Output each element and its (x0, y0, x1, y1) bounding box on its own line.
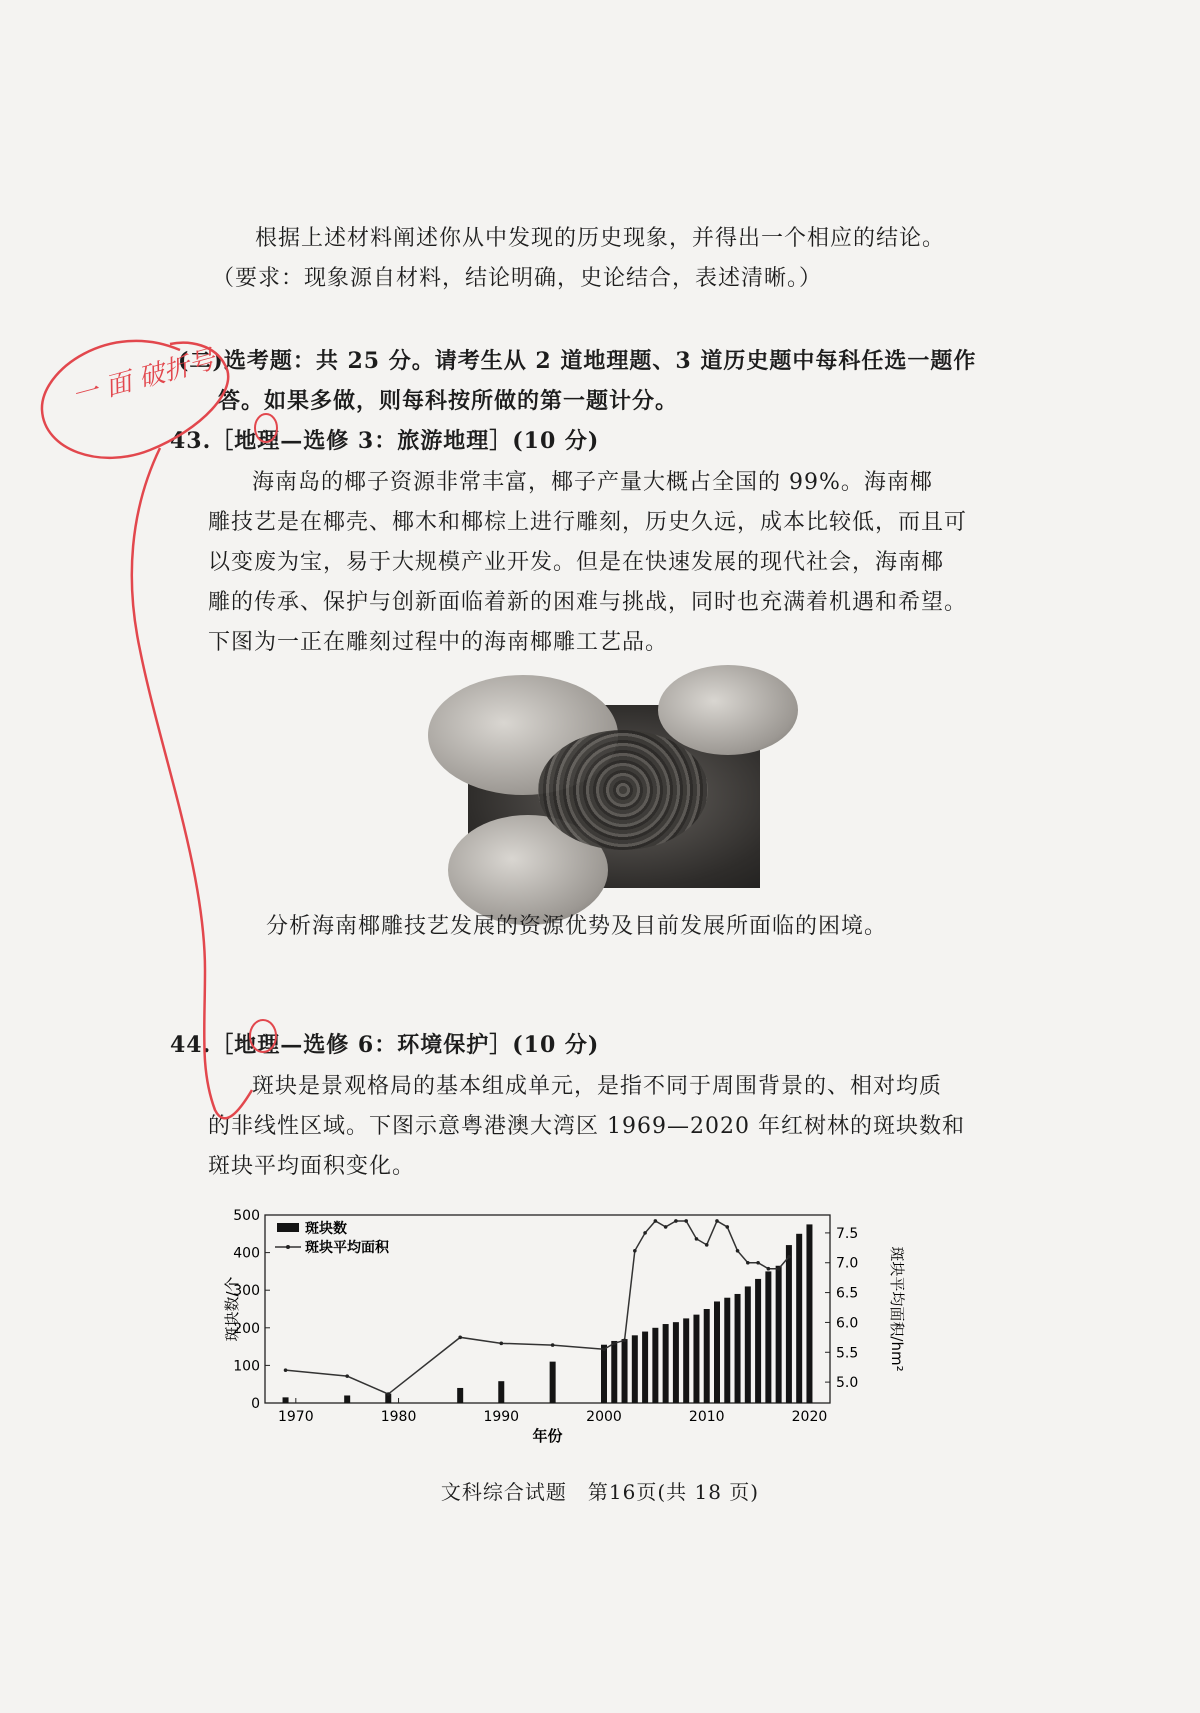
y-tick-label: 200 (233, 1320, 260, 1337)
legend-bar-label: 斑块数 (305, 1221, 347, 1237)
x-axis-label: 年份 (532, 1427, 563, 1445)
question-44-heading: 44.［地理—选修 6：环境保护］(10 分) (170, 1032, 600, 1058)
x-tick-label: 2020 (791, 1409, 828, 1425)
y-tick-label: 100 (233, 1358, 260, 1375)
bar-patch-count (745, 1286, 751, 1403)
bar-patch-count (806, 1224, 812, 1403)
y-tick-label: 500 (233, 1208, 260, 1224)
bar-patch-count (652, 1328, 658, 1403)
legend-line-marker (286, 1245, 290, 1249)
bar-patch-count (611, 1341, 617, 1403)
y2-tick-label: 5.0 (836, 1375, 859, 1392)
point-mean-patch-area (654, 1219, 658, 1223)
point-mean-patch-area (756, 1261, 760, 1265)
point-mean-patch-area (284, 1368, 288, 1372)
y-tick-label: 300 (233, 1283, 260, 1300)
x-tick-label: 1990 (483, 1409, 520, 1425)
y2-tick-label: 5.5 (836, 1345, 859, 1362)
intro-line-2: （要求：现象源自材料，结论明确，史论结合，表述清晰。） (212, 266, 823, 291)
point-mean-patch-area (499, 1342, 503, 1346)
q43-paragraph-line-3: 以变废为宝，易于大规模产业开发。但是在快速发展的现代社会，海南椰 (208, 550, 945, 575)
point-mean-patch-area (664, 1225, 668, 1229)
legend-bar-swatch (277, 1223, 299, 1232)
bar-patch-count (663, 1324, 669, 1403)
y-axis-label: 斑块数/个 (223, 1276, 241, 1342)
bar-patch-count (683, 1318, 689, 1403)
mangrove-patch-chart (225, 1203, 985, 1463)
bar-patch-count (786, 1245, 792, 1403)
y2-axis-label: 斑块平均面积/hm² (888, 1246, 906, 1372)
point-mean-patch-area (602, 1347, 606, 1351)
q44-paragraph-line-1: 斑块是景观格局的基本组成单元，是指不同于周围背景的、相对均质 (252, 1074, 943, 1099)
q44-paragraph-line-3: 斑块平均面积变化。 (208, 1154, 416, 1179)
bar-patch-count (724, 1298, 730, 1403)
bar-patch-count (457, 1388, 463, 1403)
y-tick-label: 400 (233, 1245, 260, 1262)
x-tick-label: 1980 (380, 1409, 417, 1425)
y2-tick-label: 6.5 (836, 1285, 859, 1302)
point-mean-patch-area (777, 1267, 781, 1271)
q43-paragraph-line-2: 雕技艺是在椰壳、椰木和椰棕上进行雕刻，历史久远，成本比较低，而且可 (208, 510, 968, 535)
point-mean-patch-area (684, 1219, 688, 1223)
q43-paragraph-line-4: 雕的传承、保护与创新面临着新的困难与挑战，同时也充满着机遇和希望。 (208, 590, 968, 615)
x-tick-label: 2000 (586, 1409, 622, 1425)
point-mean-patch-area (612, 1342, 616, 1346)
coconut-carving-photo (468, 705, 760, 888)
bar-patch-count (550, 1362, 556, 1403)
point-mean-patch-area (725, 1225, 729, 1229)
y2-tick-label: 7.5 (836, 1225, 859, 1242)
point-mean-patch-area (386, 1392, 390, 1396)
q43-paragraph-line-1: 海南岛的椰子资源非常丰富，椰子产量大概占全国的 99%。海南椰 (252, 470, 933, 495)
point-mean-patch-area (633, 1249, 637, 1253)
point-mean-patch-area (736, 1249, 740, 1253)
point-mean-patch-area (705, 1243, 709, 1247)
q43-paragraph-line-5: 下图为一正在雕刻过程中的海南椰雕工艺品。 (208, 630, 669, 655)
bar-patch-count (601, 1345, 607, 1403)
point-mean-patch-area (643, 1231, 647, 1235)
y-tick-label: 0 (251, 1396, 260, 1412)
bar-patch-count (344, 1395, 350, 1403)
bar-patch-count (622, 1339, 628, 1403)
bar-patch-count (776, 1266, 782, 1403)
point-mean-patch-area (715, 1219, 719, 1223)
point-mean-patch-area (551, 1343, 555, 1347)
y2-tick-label: 7.0 (836, 1255, 859, 1272)
section-instructions-line-1: (二)选考题：共 25 分。请考生从 2 道地理题、3 道历史题中每科任选一题作 (178, 348, 977, 374)
bar-patch-count (632, 1335, 638, 1403)
point-mean-patch-area (767, 1267, 771, 1271)
point-mean-patch-area (746, 1261, 750, 1265)
legend-line-label: 斑块平均面积 (305, 1240, 389, 1256)
bar-patch-count (283, 1397, 289, 1403)
question-43-heading: 43.［地理—选修 3：旅游地理］(10 分) (170, 428, 600, 454)
bar-patch-count (765, 1271, 771, 1403)
bar-patch-count (498, 1381, 504, 1403)
point-mean-patch-area (623, 1339, 627, 1343)
x-tick-label: 1970 (277, 1409, 314, 1425)
bar-patch-count (642, 1332, 648, 1403)
bar-patch-count (714, 1301, 720, 1403)
q44-paragraph-line-2: 的非线性区域。下图示意粤港澳大湾区 1969—2020 年红树林的斑块数和 (208, 1114, 965, 1139)
q43-question: 分析海南椰雕技艺发展的资源优势及目前发展所面临的困境。 (266, 914, 888, 939)
annotation-handwriting: 一 面 破折号 (69, 344, 219, 412)
point-mean-patch-area (458, 1336, 462, 1340)
point-mean-patch-area (787, 1255, 791, 1259)
bar-patch-count (693, 1315, 699, 1403)
point-mean-patch-area (674, 1219, 678, 1223)
bar-patch-count (755, 1279, 761, 1403)
x-tick-label: 2010 (688, 1409, 725, 1425)
point-mean-patch-area (695, 1237, 699, 1241)
point-mean-patch-area (345, 1374, 349, 1378)
intro-line-1: 根据上述材料阐述你从中发现的历史现象，并得出一个相应的结论。 (255, 226, 946, 251)
bar-patch-count (673, 1322, 679, 1403)
bar-patch-count (735, 1294, 741, 1403)
bar-patch-count (796, 1234, 802, 1403)
section-instructions-line-2: 答。如果多做，则每科按所做的第一题计分。 (218, 388, 679, 414)
y2-tick-label: 6.0 (836, 1315, 859, 1332)
page-footer: 文科综合试题 第16页(共 18 页) (440, 1480, 760, 1504)
bar-patch-count (704, 1309, 710, 1403)
